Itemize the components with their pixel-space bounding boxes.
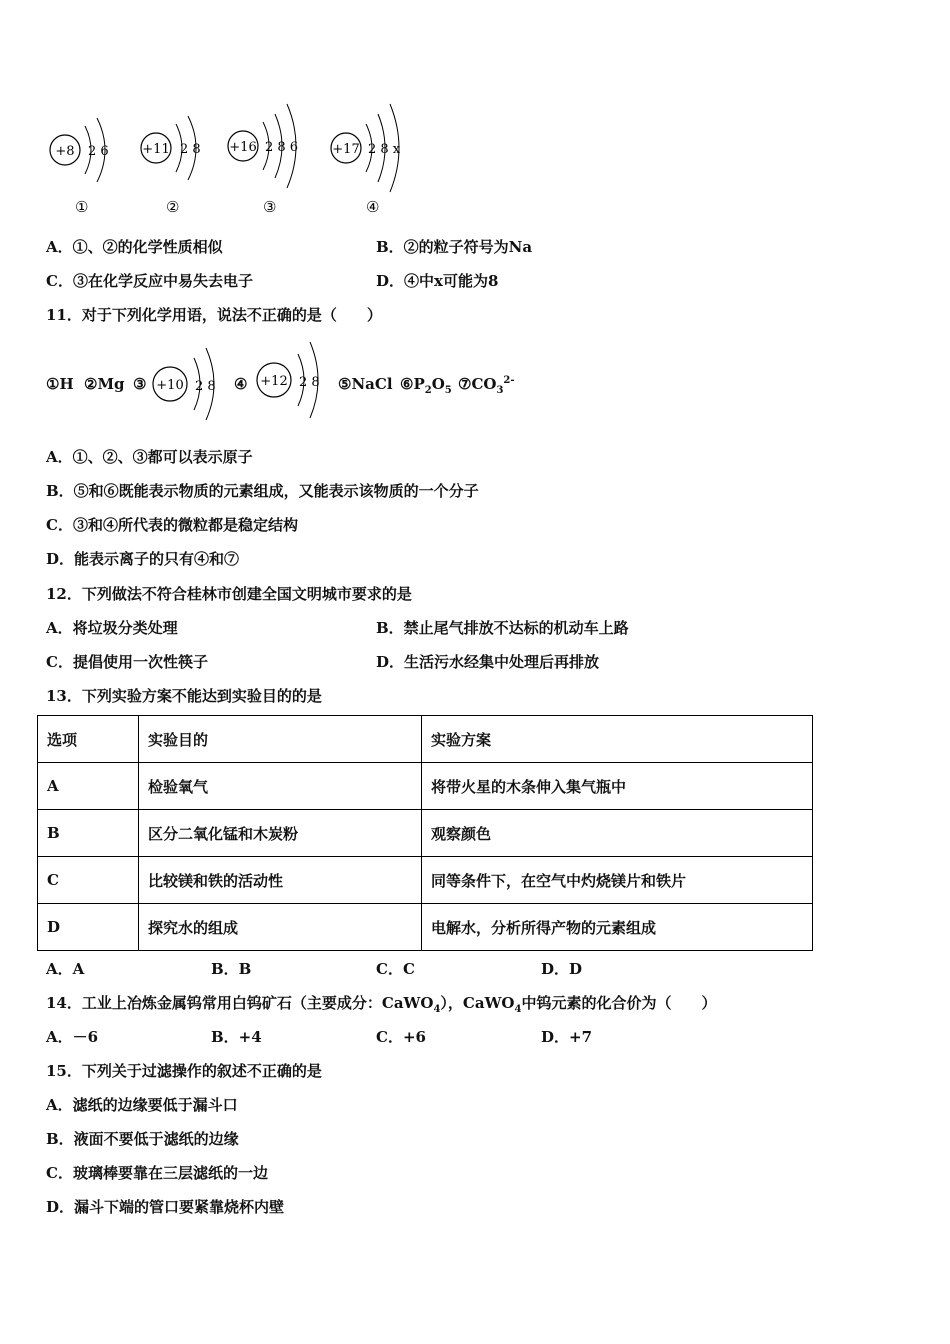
table-row	[38, 810, 813, 857]
q14-stem: 14．工业上冶炼金属钨常用白钨矿石（主要成分：CaWO$_4$），CaWO$_4$中钨元素的化合价为（ ）	[46, 994, 717, 1015]
q14-option-a[interactable]: A．－6	[46, 1028, 99, 1046]
table-cell: B	[38, 810, 139, 857]
atom-shells: 2 8 x	[368, 142, 401, 157]
atom-diagram-4	[328, 100, 428, 222]
table-cell: 将带火星的木条伸入集气瓶中	[422, 763, 813, 810]
q12-option-b[interactable]: B．禁止尾气排放不达标的机动车上路	[376, 619, 629, 637]
atom-label: ①	[75, 198, 89, 216]
q12-option-c[interactable]: C．提倡使用一次性筷子	[46, 653, 208, 671]
q11-atom-diagram-4	[254, 338, 334, 426]
q11-option-a[interactable]: A．①、②、③都可以表示原子	[46, 448, 253, 466]
table-cell: C	[38, 857, 139, 904]
atom-structure-icon	[45, 108, 135, 218]
q11-option-c[interactable]: C．③和④所代表的微粒都是稳定结构	[46, 516, 298, 534]
atom-structure-icon	[225, 100, 325, 218]
q11-option-d[interactable]: D．能表示离子的只有④和⑦	[46, 550, 240, 568]
table-cell: A	[38, 763, 139, 810]
atom-nucleus: +16	[229, 140, 257, 155]
q10-option-b[interactable]: B．②的粒子符号为Na	[376, 238, 533, 256]
q15-option-b[interactable]: B．液面不要低于滤纸的边缘	[46, 1130, 239, 1148]
atom-shells: 2 8	[180, 142, 201, 157]
atom-diagram-1	[45, 108, 135, 222]
table-header-row	[38, 716, 813, 763]
q11-symbol-3-label: ③	[133, 375, 147, 393]
table-header-cell: 实验方案	[422, 716, 813, 763]
atom-shells: 2 6	[88, 144, 109, 159]
q12-option-d[interactable]: D．生活污水经集中处理后再排放	[376, 653, 600, 671]
table-row	[38, 857, 813, 904]
q15-option-c[interactable]: C．玻璃棒要靠在三层滤纸的一边	[46, 1164, 268, 1182]
atom-label: ②	[166, 198, 180, 216]
q15-option-d[interactable]: D．漏斗下端的管口要紧靠烧杯内壁	[46, 1198, 285, 1216]
atom-shells: 2 8	[195, 379, 216, 394]
q14-option-c[interactable]: C．+6	[376, 1028, 426, 1046]
q10-option-a[interactable]: A．①、②的化学性质相似	[46, 238, 223, 256]
table-cell: D	[38, 904, 139, 951]
table-row	[38, 763, 813, 810]
q13-stem: 13．下列实验方案不能达到实验目的的是	[46, 687, 322, 705]
atom-label: ③	[263, 198, 277, 216]
atom-label: ④	[366, 198, 380, 216]
atom-shells: 2 8 6	[265, 140, 299, 155]
q11-symbol-7: $⑦CO_3^{2-}$	[458, 375, 515, 396]
q14-option-b[interactable]: B．+4	[211, 1028, 262, 1046]
experiment-table	[37, 715, 813, 951]
table-cell: 检验氧气	[139, 763, 422, 810]
q12-stem: 12．下列做法不符合桂林市创建全国文明城市要求的是	[46, 585, 412, 603]
atom-structure-icon	[328, 100, 428, 218]
q13-option-a[interactable]: A．A	[46, 960, 85, 978]
atom-nucleus: +11	[142, 142, 170, 157]
q11-symbol-1: ①H	[46, 375, 74, 393]
q14-option-d[interactable]: D．+7	[541, 1028, 593, 1046]
q13-option-b[interactable]: B．B	[211, 960, 252, 978]
q11-stem: 11．对于下列化学用语，说法不正确的是（ ）	[46, 306, 382, 324]
table-header-cell: 实验目的	[139, 716, 422, 763]
table-cell: 探究水的组成	[139, 904, 422, 951]
q15-stem: 15．下列关于过滤操作的叙述不正确的是	[46, 1062, 322, 1080]
table-cell: 观察颜色	[422, 810, 813, 857]
atom-nucleus: +10	[156, 378, 184, 393]
q11-atom-diagram-3	[150, 342, 230, 430]
atom-diagram-2	[138, 108, 228, 222]
q11-symbol-6: $⑥P_2O_5$	[400, 375, 452, 396]
atom-nucleus: +8	[55, 144, 75, 159]
table-cell: 电解水，分析所得产物的元素组成	[422, 904, 813, 951]
atom-diagram-3	[225, 100, 325, 222]
atom-structure-icon	[254, 338, 334, 422]
atom-structure-icon	[138, 108, 228, 218]
q11-symbol-5: ⑤NaCl	[338, 375, 393, 393]
q15-option-a[interactable]: A．滤纸的边缘要低于漏斗口	[46, 1096, 238, 1114]
table-header-cell: 选项	[38, 716, 139, 763]
atom-shells: 2 8	[299, 375, 320, 390]
atom-structure-icon	[150, 342, 230, 426]
q11-option-b[interactable]: B．⑤和⑥既能表示物质的元素组成，又能表示该物质的一个分子	[46, 482, 479, 500]
q10-option-d[interactable]: D．④中x可能为8	[376, 272, 499, 290]
q12-option-a[interactable]: A．将垃圾分类处理	[46, 619, 178, 637]
q13-option-c[interactable]: C．C	[376, 960, 415, 978]
atom-nucleus: +17	[332, 142, 360, 157]
table-cell: 同等条件下，在空气中灼烧镁片和铁片	[422, 857, 813, 904]
table-cell: 区分二氧化锰和木炭粉	[139, 810, 422, 857]
q11-symbol-4-label: ④	[234, 375, 248, 393]
q13-option-d[interactable]: D．D	[541, 960, 583, 978]
table-row	[38, 904, 813, 951]
q11-symbol-2: ②Mg	[84, 375, 125, 393]
table-cell: 比较镁和铁的活动性	[139, 857, 422, 904]
atom-nucleus: +12	[260, 374, 288, 389]
q10-option-c[interactable]: C．③在化学反应中易失去电子	[46, 272, 253, 290]
